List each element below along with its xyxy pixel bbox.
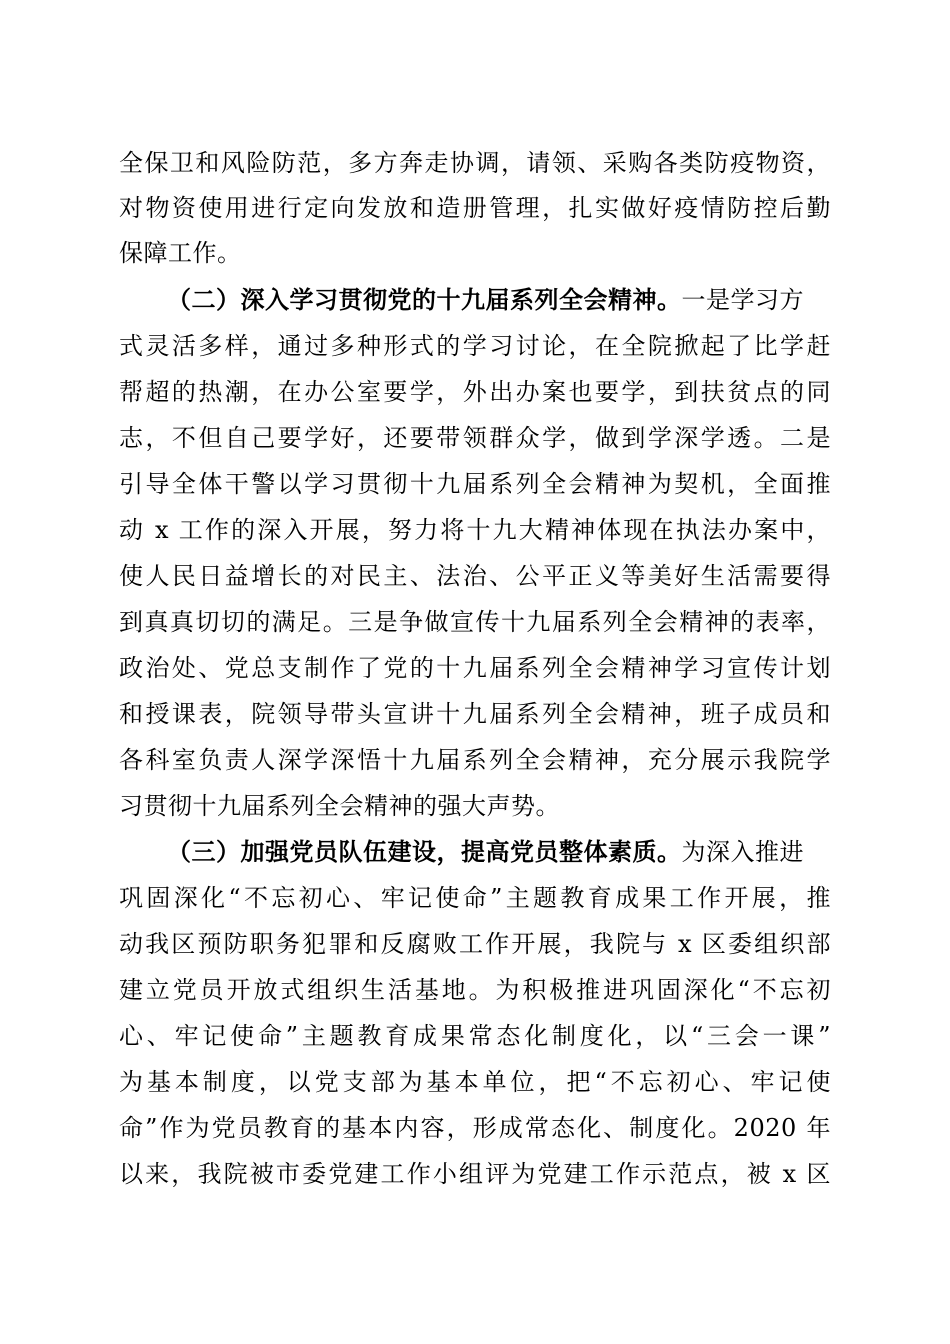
paragraph-line: 政治处、党总支制作了党的十九届系列全会精神学习宣传计划 xyxy=(119,654,831,682)
paragraph-line: 命”作为党员教育的基本内容，形成常态化、制度化。2020 年 xyxy=(119,1114,831,1142)
paragraph-line: 到真真切切的满足。三是争做宣传十九届系列全会精神的表率， xyxy=(119,608,831,636)
paragraph-line: 动我区预防职务犯罪和反腐败工作开展，我院与 x 区委组织部 xyxy=(119,930,831,958)
paragraph-line: 志，不但自己要学好，还要带领群众学，做到学深学透。二是 xyxy=(119,424,831,452)
paragraph-line: 巩固深化“不忘初心、牢记使命”主题教育成果工作开展，推 xyxy=(119,884,831,912)
paragraph-line: 以来，我院被市委党建工作小组评为党建工作示范点，被 x 区 xyxy=(119,1160,831,1188)
paragraph-line: 建立党员开放式组织生活基地。为积极推进巩固深化“不忘初 xyxy=(119,976,831,1004)
paragraph-line: 为基本制度，以党支部为基本单位，把“不忘初心、牢记使 xyxy=(119,1068,831,1096)
paragraph-line: 各科室负责人深学深悟十九届系列全会精神，充分展示我院学 xyxy=(119,746,831,774)
paragraph-line: 动 x 工作的深入开展，努力将十九大精神体现在执法办案中， xyxy=(119,516,831,544)
paragraph-line xyxy=(167,832,831,872)
paragraph-line: 和授课表，院领导带头宣讲十九届系列全会精神，班子成员和 xyxy=(119,700,831,728)
paragraph-line: 全保卫和风险防范，多方奔走协调，请领、采购各类防疫物资， xyxy=(119,149,831,177)
paragraph-line: 帮超的热潮，在办公室要学，外出办案也要学，到扶贫点的同 xyxy=(119,378,831,406)
paragraph-line: 保障工作。 xyxy=(119,239,242,267)
paragraph-line: 心、牢记使命”主题教育成果常态化制度化，以“三会一课” xyxy=(119,1022,831,1050)
paragraph-line: 引导全体干警以学习贯彻十九届系列全会精神为契机，全面推 xyxy=(119,470,831,498)
section-heading-2: （二）深入学习贯彻党的十九届系列全会精神。 xyxy=(167,285,682,314)
paragraph-line: 习贯彻十九届系列全会精神的强大声势。 xyxy=(119,792,560,820)
section-heading-3: （三）加强党员队伍建设，提高党员整体素质。 xyxy=(167,837,682,866)
paragraph-line: 对物资使用进行定向发放和造册管理，扎实做好疫情防控后勤 xyxy=(119,194,831,222)
paragraph-line: 式灵活多样，通过多种形式的学习讨论，在全院掀起了比学赶 xyxy=(119,332,831,360)
paragraph-text: 为深入推进 xyxy=(681,838,804,866)
paragraph-line: 使人民日益增长的对民主、法治、公平正义等美好生活需要得 xyxy=(119,562,831,590)
paragraph-line xyxy=(167,280,831,320)
paragraph-text: 一是学习方 xyxy=(681,286,804,314)
